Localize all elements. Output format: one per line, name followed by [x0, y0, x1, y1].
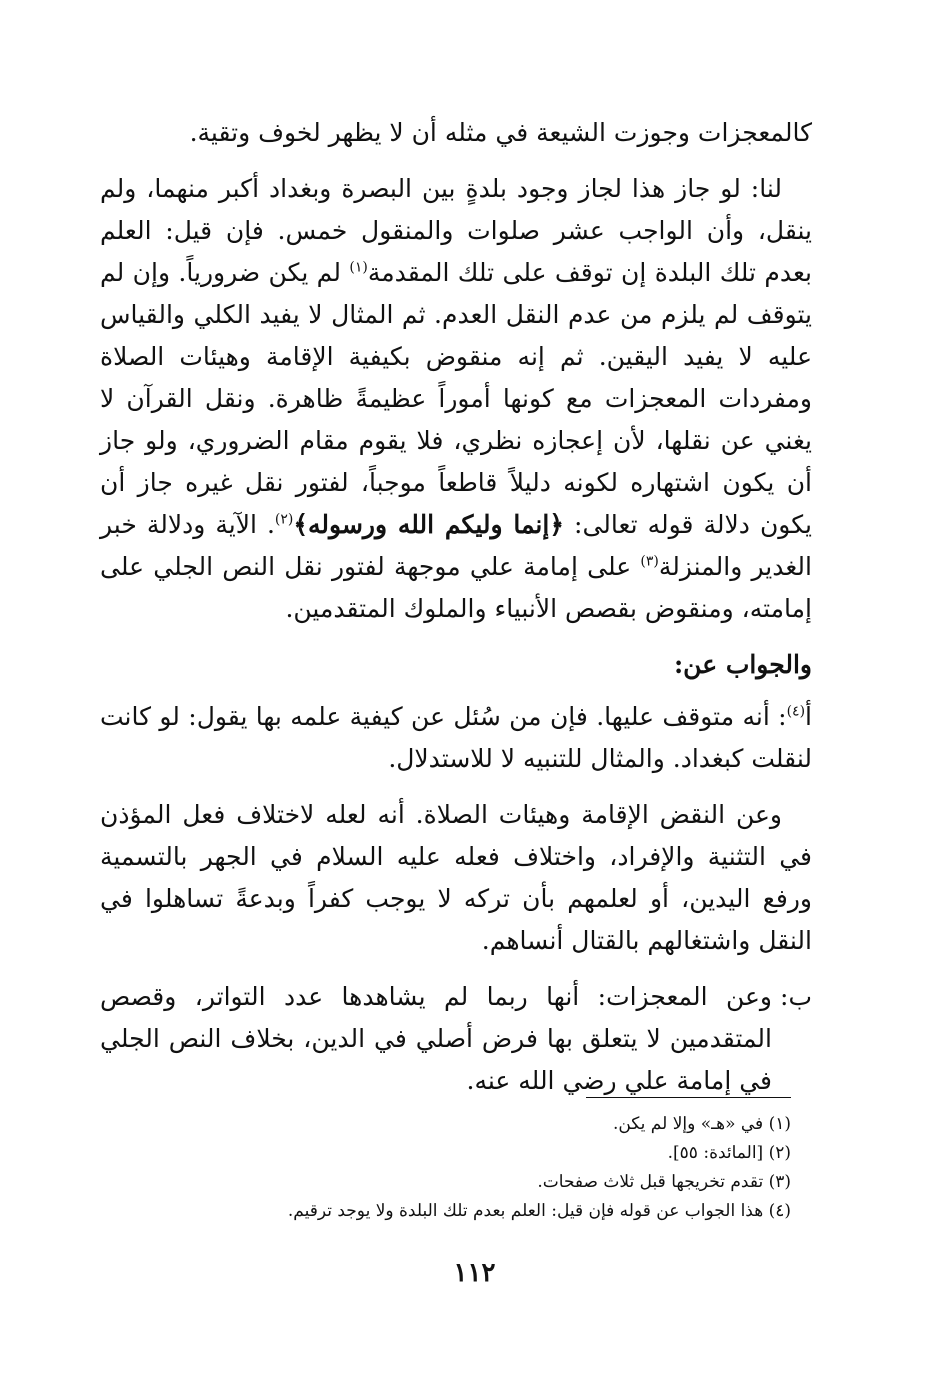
quran-verse: ﴿إنما وليكم الله ورسوله﴾	[293, 510, 564, 539]
footnote-ref-2: (٢)	[274, 511, 294, 528]
answer-item-a	[100, 696, 812, 780]
paragraph-1	[100, 112, 812, 154]
answer-item-b	[100, 976, 812, 1102]
answer-item-b-label: ب:	[780, 982, 812, 1011]
paragraph-2-text-b: لم يكن ضرورياً. وإن لم يتوقف لم يلزم من عدم النقل العدم. ثم المثال لا يفيد الكلي والقياس عليه لا يفيد اليقين. ثم إنه منقوض بكيفية الإقامة وهيئات الصلاة ومفردات المعجزات مع كونها أموراً عظيمةً ظاهرة. ونقل القرآن لا يغني عن نقلها، لأن إعجازه نظري، فلا يقوم مقام الضروري، ولو جاز أن يكون اشتهاره لكونه دليلاً قاطعاً موجباً، لفتور نقل غيره جاز أن يكون دلالة قوله تعالى:	[100, 258, 812, 539]
footnote-1: (١) في «هـ» وإلا لم يكن.	[612, 1114, 791, 1134]
footnote-ref-4: (٤)	[786, 703, 806, 720]
page-number: ١١٢	[453, 1258, 496, 1288]
paragraph-2-text-c: . الآية ودلالة خبر الغدير والمنزلة	[100, 510, 812, 581]
paragraph-3	[100, 794, 812, 962]
paragraph-3-text: وعن النقض الإقامة وهيئات الصلاة. أنه لعله لاختلاف فعل المؤذن في التثنية والإفراد، واختلاف فعله عليه السلام في الجهر بالتسمية ورفع اليدين، أو لعلمهم بأن تركه لا يوجب كفراً وبدعةً تساهلوا في النقل واشتغالهم بالقتال أنساهم.	[100, 800, 812, 955]
footnotes	[231, 1110, 791, 1226]
answer-item-b-text: وعن المعجزات: أنها ربما لم يشاهدها عدد التواتر، وقصص المتقدمين لا يتعلق بها فرض أصلي في الدين، بخلاف النص الجلي في إمامة علي رضي الله عنه.	[100, 982, 772, 1095]
answer-item-a-body	[100, 696, 812, 780]
page-body	[100, 112, 812, 1102]
footnote-3: (٣) تقدم تخريجها قبل ثلاث صفحات.	[537, 1172, 791, 1192]
answer-item-a-label: أ	[805, 702, 812, 731]
footnote-4: (٤) هذا الجواب عن قوله فإن قيل: العلم بعدم تلك البلدة ولا يوجد ترقيم.	[287, 1201, 791, 1221]
footnote-ref-1: (١)	[349, 259, 368, 276]
paragraph-1-text: كالمعجزات وجوزت الشيعة في مثله أن لا يظهر لخوف وتقية.	[189, 118, 812, 147]
paragraph-2	[100, 168, 812, 630]
paragraph-2-text-a: لنا: لو جاز هذا لجاز وجود بلدةٍ بين البصرة وبغداد أكبر منهما، ولم ينقل، وأن الواجب عشر صلوات والمنقول خمس. فإن قيل: العلم بعدم تلك البلدة إن توقف على تلك المقدمة	[100, 174, 813, 287]
answer-heading: والجواب عن:	[673, 650, 812, 679]
answer-item-a-text: : أنه متوقف عليها. فإن من سُئل عن كيفية علمه بها يقول: لو كانت لنقلت كبغداد. والمثال للتنبيه لا للاستدلال.	[100, 702, 812, 773]
paragraph-2-text-d: على إمامة علي موجهة لفتور نقل النص الجلي على إمامته، ومنقوض بقصص الأنبياء والملوك المتقدمين.	[100, 552, 812, 623]
footnote-separator	[586, 1097, 791, 1098]
footnote-ref-3: (٣)	[640, 553, 659, 570]
footnote-2: (٢) [المائدة: ٥٥].	[667, 1143, 791, 1163]
